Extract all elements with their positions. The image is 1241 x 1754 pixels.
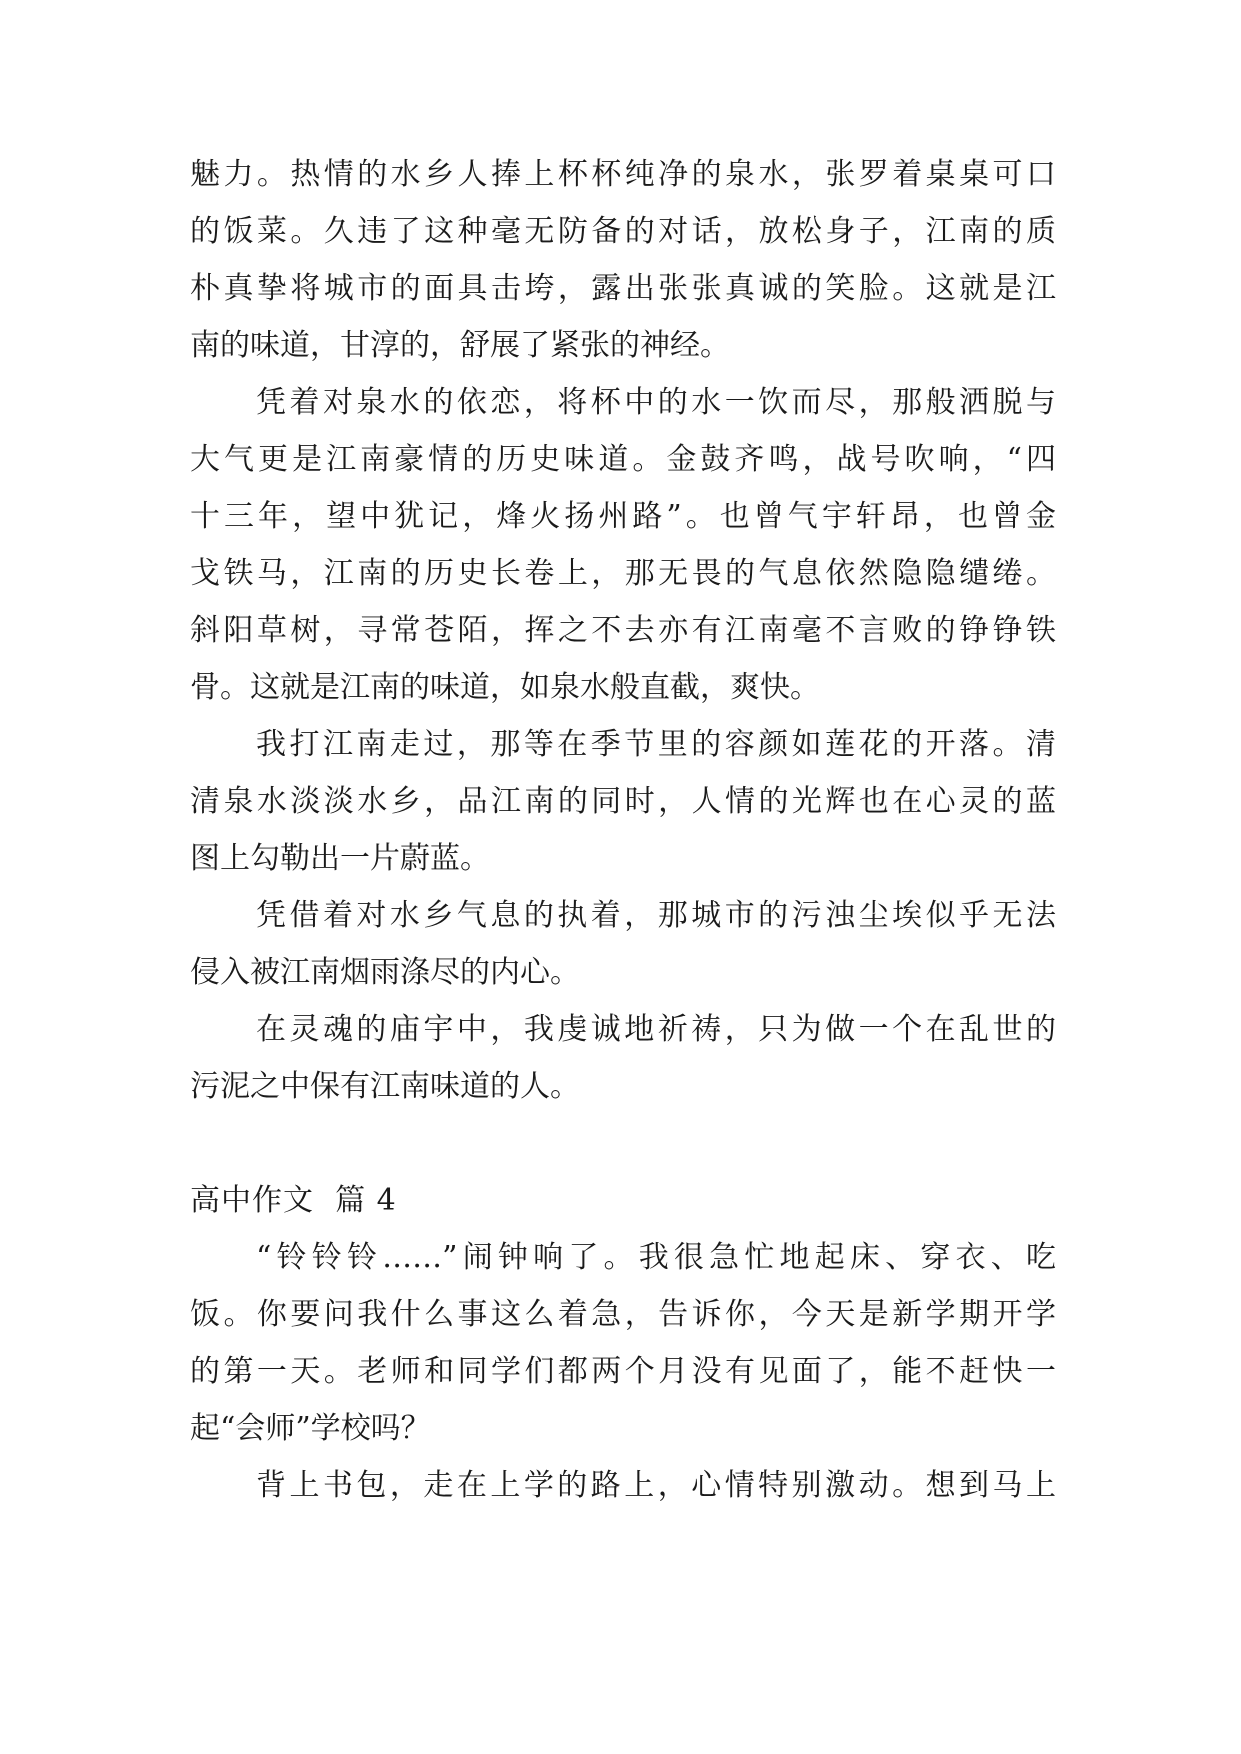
- paragraph-line: 污泥之中保有江南味道的人。: [190, 1069, 580, 1104]
- paragraph-line: 背上书包，走在上学的路上，心情特别激动。想到马上: [256, 1468, 1056, 1503]
- paragraph-line: 戈铁马，江南的历史长卷上，那无畏的气息依然隐隐缱绻。: [190, 556, 1056, 591]
- paragraph-line: 饭。你要问我什么事这么着急，告诉你，今天是新学期开学: [190, 1297, 1056, 1332]
- section-heading: 高中作文 篇 4: [190, 1183, 397, 1218]
- paragraph-line: 斜阳草树，寻常苍陌，挥之不去亦有江南毫不言败的铮铮铁: [190, 613, 1056, 648]
- paragraph-line: 的饭菜。久违了这种毫无防备的对话，放松身子，江南的质: [190, 214, 1056, 249]
- paragraph-line: 魅力。热情的水乡人捧上杯杯纯净的泉水，张罗着桌桌可口: [190, 157, 1056, 192]
- paragraph-line: 图上勾勒出一片蔚蓝。: [190, 841, 490, 876]
- paragraph-line: 侵入被江南烟雨涤尽的内心。: [190, 955, 580, 990]
- paragraph-line: 在灵魂的庙宇中，我虔诚地祈祷，只为做一个在乱世的: [256, 1012, 1056, 1047]
- paragraph-line: 清泉水淡淡水乡，品江南的同时，人情的光辉也在心灵的蓝: [190, 784, 1056, 819]
- paragraph-line: 南的味道，甘淳的，舒展了紧张的神经。: [190, 328, 730, 363]
- paragraph-line: 凭着对泉水的依恋，将杯中的水一饮而尽，那般洒脱与: [256, 385, 1056, 420]
- paragraph-line: 大气更是江南豪情的历史味道。金鼓齐鸣，战号吹响，“四: [190, 442, 1056, 477]
- paragraph-line: 的第一天。老师和同学们都两个月没有见面了，能不赶快一: [190, 1354, 1056, 1389]
- paragraph-line: “铃铃铃……”闹钟响了。我很急忙地起床、穿衣、吃: [256, 1240, 1056, 1275]
- paragraph-line: 骨。这就是江南的味道，如泉水般直截，爽快。: [190, 670, 820, 705]
- paragraph-line: 凭借着对水乡气息的执着，那城市的污浊尘埃似乎无法: [256, 898, 1056, 933]
- paragraph-line: 我打江南走过，那等在季节里的容颜如莲花的开落。清: [256, 727, 1056, 762]
- paragraph-line: 朴真挚将城市的面具击垮，露出张张真诚的笑脸。这就是江: [190, 271, 1056, 306]
- paragraph-line: 起“会师”学校吗？: [190, 1411, 431, 1446]
- paragraph-line: 十三年，望中犹记，烽火扬州路”。也曾气宇轩昂，也曾金: [190, 499, 1056, 534]
